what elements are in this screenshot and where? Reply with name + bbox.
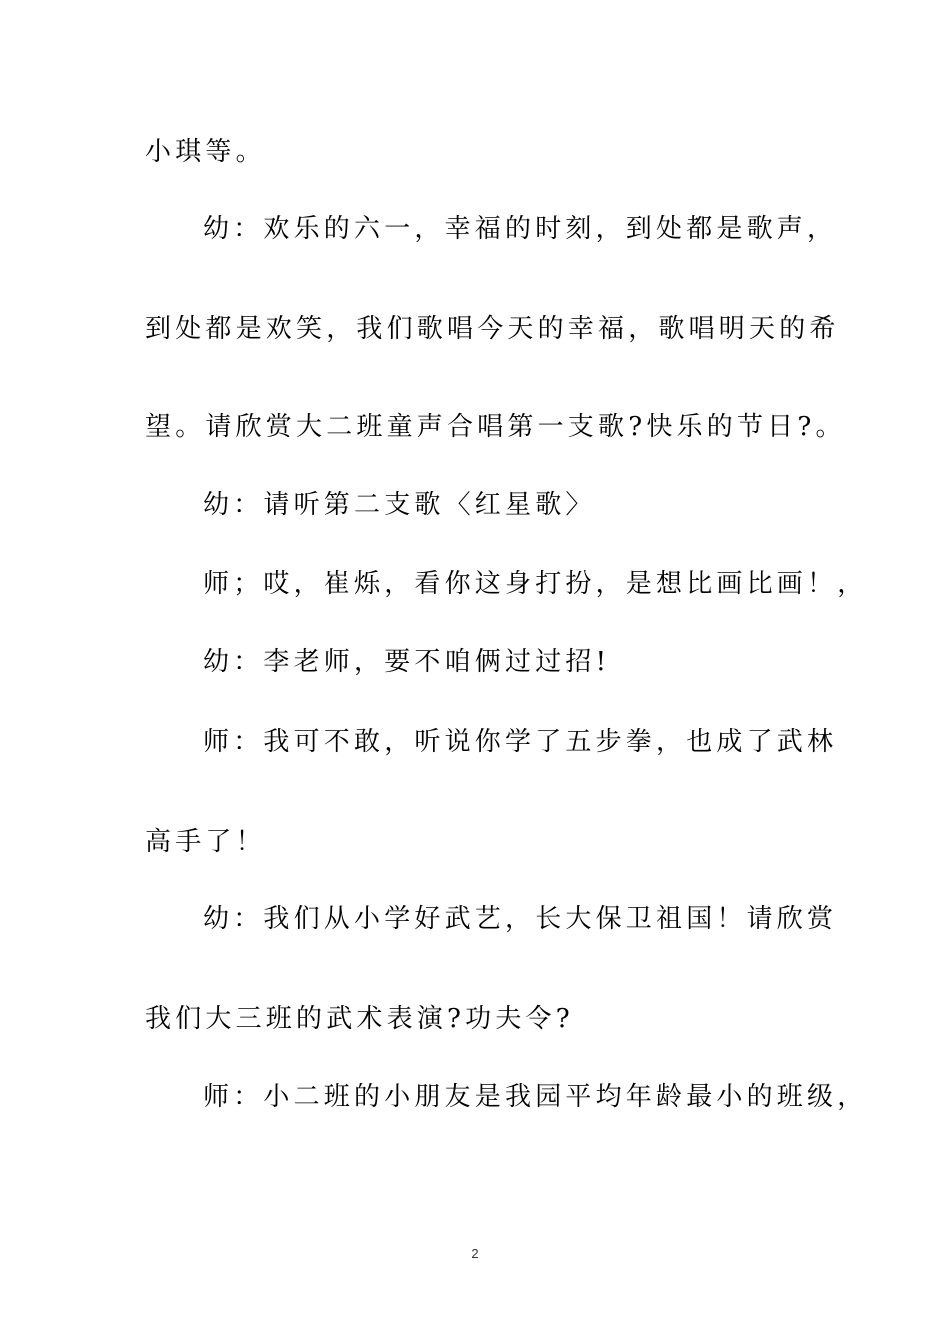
text-line: 幼：李老师，要不咱俩过过招! [203,647,611,677]
text-line: 师；哎，崔烁，看你这身打扮，是想比画比画！， [203,569,868,599]
text-line: 到处都是欢笑，我们歌唱今天的幸福，歌唱明天的希 [145,314,840,344]
text-line: 我们大三班的武术表演?功夫令? [145,1004,574,1034]
text-line: 幼：请听第二支歌〈红星歌〉 [203,490,596,520]
text-line: 师：我可不敢，听说你学了五步拳，也成了武林 [203,727,838,757]
text-line: 幼：欢乐的六一，幸福的时刻，到处都是歌声， [203,214,838,244]
text-line: 小琪等。 [145,137,266,167]
text-line: 高手了！ [145,827,266,857]
text-line: 幼：我们从小学好武艺，长大保卫祖国！请欣赏 [203,904,838,934]
text-line: 望。请欣赏大二班童声合唱第一支歌?快乐的节日?。 [145,412,846,442]
text-line: 师：小二班的小朋友是我园平均年龄最小的班级， [203,1082,868,1112]
page-number: 2 [471,1246,479,1261]
